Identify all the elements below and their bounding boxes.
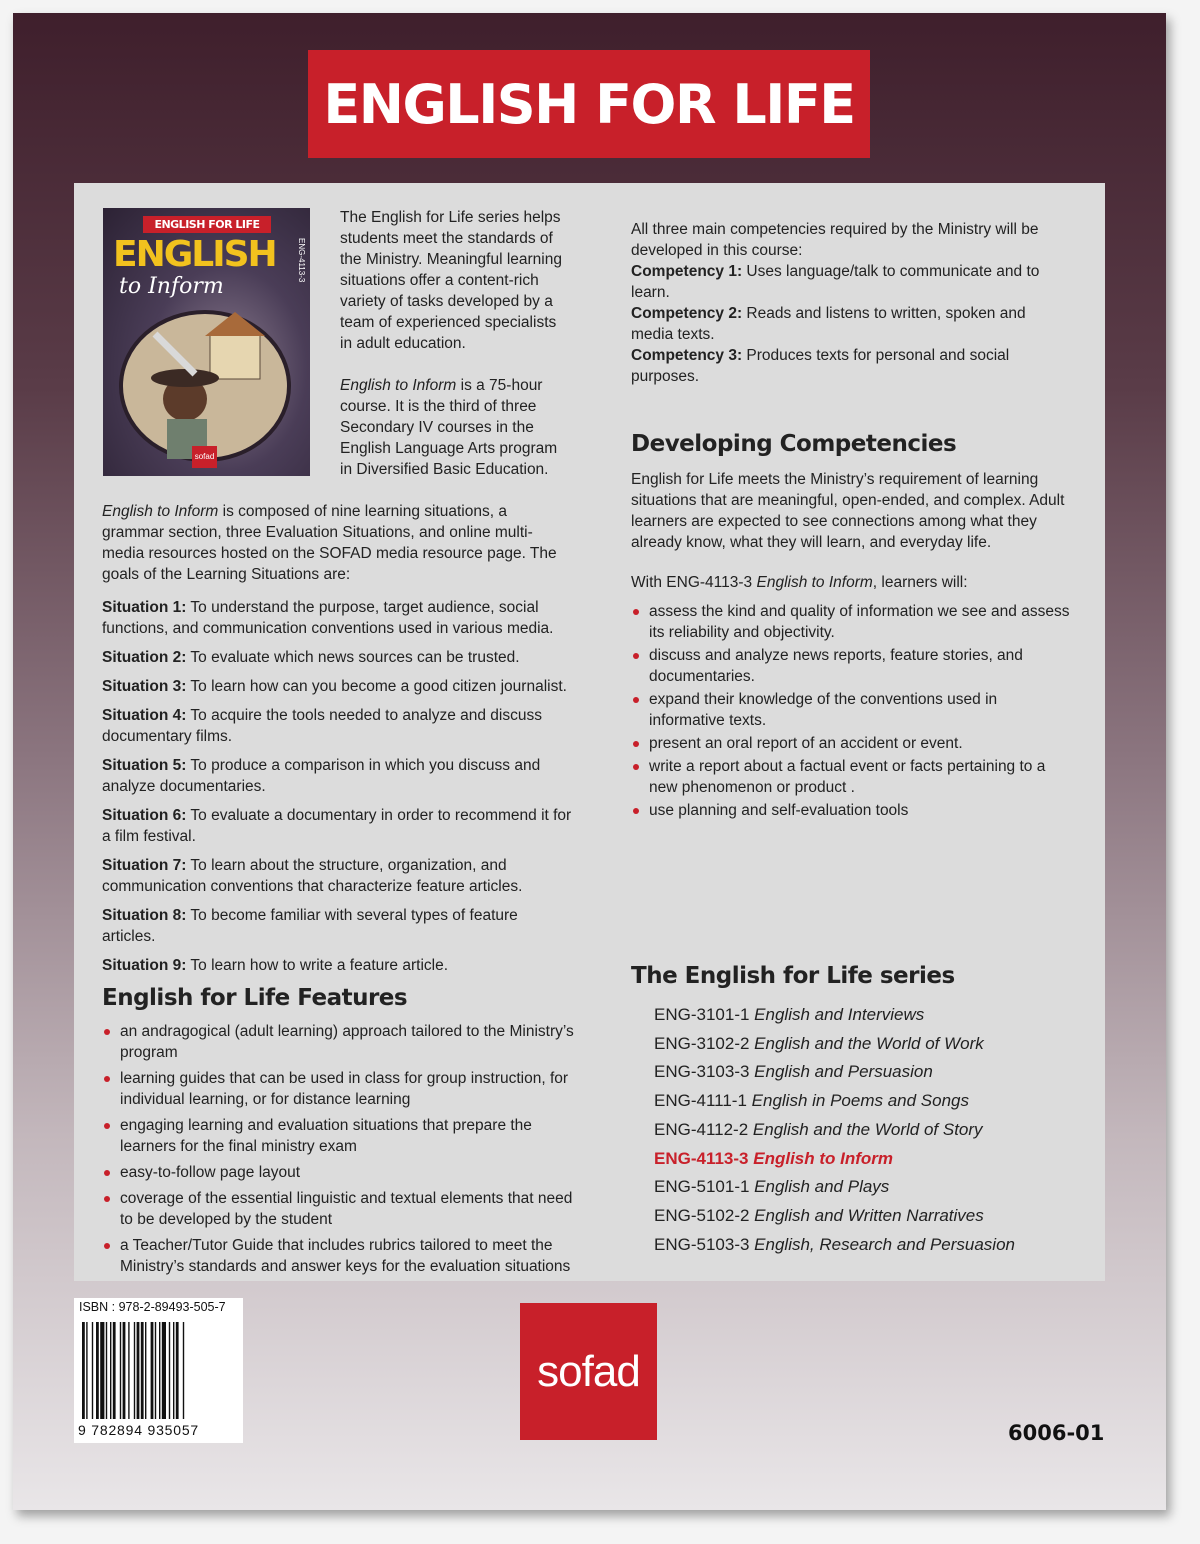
barcode-bar bbox=[155, 1322, 156, 1419]
competency-label: Competency 2: bbox=[631, 305, 743, 322]
situation-item bbox=[102, 905, 572, 947]
cover-subtitle: to Inform bbox=[119, 274, 224, 299]
barcode-bar bbox=[183, 1322, 184, 1419]
intro-paragraph-1: The English for Life series helps students meet the standards of the Ministry. Meaningful learning situations offer a content-rich variety of tasks developed by a team of experienced specialists in adult education. bbox=[340, 209, 562, 352]
barcode-bar bbox=[159, 1322, 160, 1419]
competency-label: Competency 3: bbox=[631, 347, 743, 364]
situation-item bbox=[102, 805, 572, 847]
feature-item: an andragogical (adult learning) approach tailored to the Ministry’s program bbox=[102, 1021, 582, 1063]
cover-series-label: ENGLISH FOR LIFE bbox=[143, 216, 271, 233]
feature-item: easy-to-follow page layout bbox=[102, 1162, 582, 1183]
barcode-bar bbox=[151, 1322, 154, 1419]
situation-text: To produce a comparison in which you discuss and analyze documentaries. bbox=[102, 757, 541, 795]
situation-label: Situation 8: bbox=[102, 907, 187, 924]
outcome-item: discuss and analyze news reports, feature stories, and documentaries. bbox=[631, 645, 1071, 687]
series-title: English and Persuasion bbox=[754, 1062, 933, 1082]
barcode-bar bbox=[100, 1322, 104, 1419]
competency-item bbox=[631, 261, 1071, 303]
developing-heading: Developing Competencies bbox=[631, 431, 957, 457]
situation-text: To learn how to write a feature article. bbox=[186, 957, 449, 974]
situation-label: Situation 5: bbox=[102, 757, 187, 774]
barcode-bar bbox=[145, 1322, 146, 1419]
series-item bbox=[654, 1231, 1015, 1260]
barcode-number: 9 782894 935057 bbox=[78, 1422, 199, 1438]
features-heading: English for Life Features bbox=[102, 985, 408, 1011]
with-prefix: With ENG-4113-3 bbox=[631, 574, 757, 591]
feature-item: engaging learning and evaluation situations that prepare the learners for the final ministry exam bbox=[102, 1115, 582, 1157]
situation-label: Situation 3: bbox=[102, 678, 187, 695]
series-item bbox=[654, 1116, 1015, 1145]
series-item bbox=[654, 1058, 1015, 1087]
barcode-bar bbox=[120, 1322, 121, 1419]
competency-text: Reads and listens to written, spoken and media texts. bbox=[631, 305, 1026, 343]
barcode bbox=[74, 1298, 243, 1443]
outcome-item: write a report about a factual event or facts pertaining to a new phenomenon or product . bbox=[631, 756, 1071, 798]
series-code: ENG-3101-1 bbox=[654, 1005, 750, 1024]
barcode-bar bbox=[106, 1322, 107, 1419]
series-item bbox=[654, 1202, 1015, 1231]
situation-item bbox=[102, 676, 572, 697]
barcode-bar bbox=[92, 1322, 93, 1419]
situation-text: To evaluate which news sources can be trusted. bbox=[186, 649, 520, 666]
barcode-bar bbox=[141, 1322, 144, 1419]
cover-publisher-logo: sofad bbox=[192, 446, 217, 468]
feature-item: learning guides that can be used in class for group instruction, for individual learning, or for distance learning bbox=[102, 1068, 582, 1110]
series-list bbox=[654, 1001, 1015, 1259]
learners-will-intro bbox=[631, 572, 1071, 593]
barcode-bar bbox=[169, 1322, 170, 1419]
series-title: English to Inform bbox=[753, 1148, 894, 1168]
outcomes-list bbox=[631, 601, 1071, 823]
barcode-bar bbox=[176, 1322, 179, 1419]
competency-text: Produces texts for personal and social purposes. bbox=[631, 347, 1010, 385]
composition-text: is composed of nine learning situations, a grammar section, three Evaluation Situations, and online multi-media resources hosted on the SOFAD media resource page. The goals of the Learning Situations are: bbox=[102, 503, 557, 583]
series-code: ENG-3103-3 bbox=[654, 1062, 750, 1082]
series-item bbox=[654, 1173, 1015, 1202]
feature-item: coverage of the essential linguistic and textual elements that need to be developed by the student bbox=[102, 1188, 582, 1230]
series-item bbox=[654, 1030, 1015, 1059]
series-code: ENG-4112-2 bbox=[654, 1119, 749, 1139]
series-item bbox=[654, 1087, 1015, 1116]
situation-item bbox=[102, 955, 572, 976]
situation-item bbox=[102, 755, 572, 797]
situation-label: Situation 7: bbox=[102, 857, 187, 874]
competencies-block bbox=[631, 219, 1071, 387]
developing-paragraph: English for Life meets the Ministry’s requirement of learning situations that are meaningful, open-ended, and complex. Adult learners are expected to see connections among what they already know, what they will learn, and everyday life. bbox=[631, 471, 1065, 551]
book-cover-image bbox=[103, 208, 310, 476]
series-title: English and the World of Story bbox=[752, 1119, 983, 1139]
series-code: ENG-5102-2 bbox=[654, 1205, 750, 1225]
course-title: English to Inform bbox=[340, 377, 457, 394]
competency-item bbox=[631, 345, 1071, 387]
course-title: English to Inform bbox=[102, 503, 219, 520]
features-list bbox=[102, 1021, 582, 1282]
competency-label: Competency 1: bbox=[631, 263, 743, 280]
series-title: English and the World of Work bbox=[754, 1033, 984, 1053]
cover-title: ENGLISH bbox=[113, 234, 276, 275]
situation-item bbox=[102, 647, 572, 668]
series-code: ENG-3102-2 bbox=[654, 1033, 750, 1053]
situation-text: To become familiar with several types of feature articles. bbox=[102, 907, 518, 945]
competency-item bbox=[631, 303, 1071, 345]
situation-text: To learn how can you become a good citizen journalist. bbox=[186, 678, 567, 695]
series-title: English and Plays bbox=[754, 1177, 890, 1197]
with-suffix: , learners will: bbox=[872, 574, 968, 591]
situation-item bbox=[102, 855, 572, 897]
situation-text: To learn about the structure, organization, and communication conventions that characterize feature articles. bbox=[102, 857, 523, 895]
outcome-item: expand their knowledge of the conventions used in informative texts. bbox=[631, 689, 1071, 731]
isbn-label: ISBN : 978-2-89493-505-7 bbox=[79, 1300, 226, 1314]
barcode-bar bbox=[134, 1322, 135, 1419]
series-banner: ENGLISH FOR LIFE bbox=[308, 50, 870, 158]
situation-label: Situation 1: bbox=[102, 599, 187, 616]
barcode-bar bbox=[137, 1322, 140, 1419]
barcode-bar bbox=[173, 1322, 174, 1419]
barcode-bar bbox=[123, 1322, 126, 1419]
barcode-bar bbox=[162, 1322, 166, 1419]
situation-label: Situation 2: bbox=[102, 649, 187, 666]
product-code: 6006-01 bbox=[1008, 1421, 1105, 1445]
barcode-bar bbox=[86, 1322, 87, 1419]
barcode-bars bbox=[82, 1322, 235, 1419]
situation-label: Situation 6: bbox=[102, 807, 187, 824]
situation-item bbox=[102, 705, 572, 747]
cover-code: ENG-4113-3 bbox=[297, 238, 306, 283]
series-title: English in Poems and Songs bbox=[751, 1091, 970, 1111]
barcode-bar bbox=[128, 1322, 129, 1419]
situation-text: To evaluate a documentary in order to recommend it for a film festival. bbox=[102, 807, 572, 845]
course-title: English to Inform bbox=[756, 574, 873, 591]
competency-text: Uses language/talk to communicate and to learn. bbox=[631, 263, 1040, 301]
series-item bbox=[654, 1001, 1015, 1030]
situations-list bbox=[102, 597, 572, 984]
barcode-bar bbox=[113, 1322, 116, 1419]
series-code: ENG-5101-1 bbox=[654, 1177, 750, 1197]
series-code: ENG-5103-3 bbox=[654, 1234, 750, 1254]
series-code: ENG-4113-3 bbox=[654, 1148, 749, 1168]
barcode-bar bbox=[96, 1322, 99, 1419]
outcome-item: assess the kind and quality of information we see and assess its reliability and objectivity. bbox=[631, 601, 1071, 643]
series-heading: The English for Life series bbox=[631, 963, 955, 989]
series-item-current bbox=[654, 1145, 1015, 1174]
outcome-item: use planning and self-evaluation tools bbox=[631, 800, 1071, 821]
competencies-intro: All three main competencies required by the Ministry will be developed in this course: bbox=[631, 221, 1039, 259]
feature-item: a Teacher/Tutor Guide that includes rubrics tailored to meet the Ministry’s standards and answer keys for the evaluation situations bbox=[102, 1235, 582, 1277]
situation-text: To acquire the tools needed to analyze and discuss documentary films. bbox=[102, 707, 542, 745]
intro-text bbox=[340, 207, 570, 480]
composition-paragraph bbox=[102, 501, 572, 585]
situation-item bbox=[102, 597, 572, 639]
back-cover bbox=[13, 13, 1166, 1510]
outcome-item: present an oral report of an accident or event. bbox=[631, 733, 1071, 754]
situation-label: Situation 9: bbox=[102, 957, 187, 974]
situation-label: Situation 4: bbox=[102, 707, 187, 724]
barcode-bar bbox=[82, 1322, 85, 1419]
publisher-logo: sofad bbox=[520, 1303, 657, 1440]
situation-text: To understand the purpose, target audience, social functions, and communication conventions used in various media. bbox=[102, 599, 554, 637]
cover-illustration bbox=[115, 304, 295, 464]
series-title: English and Interviews bbox=[754, 1005, 925, 1024]
series-title: English and Written Narratives bbox=[754, 1205, 984, 1225]
barcode-bar bbox=[110, 1322, 111, 1419]
series-title: English, Research and Persuasion bbox=[754, 1234, 1015, 1254]
series-code: ENG-4111-1 bbox=[654, 1091, 747, 1111]
intro-paragraph-2 bbox=[340, 375, 570, 480]
intro-paragraph-2-text: is a 75-hour course. It is the third of three Secondary IV courses in the English Language Arts program in Diversified Basic Education. bbox=[340, 377, 558, 478]
content-panel bbox=[74, 183, 1105, 1281]
